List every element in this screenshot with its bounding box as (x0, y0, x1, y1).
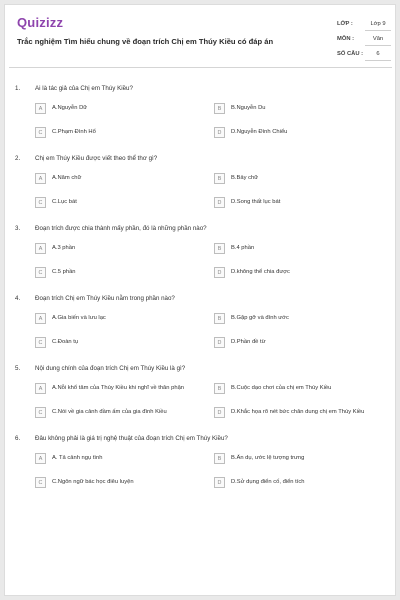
answer-option-c[interactable] (35, 197, 210, 209)
option-text: C.Lục bát (52, 199, 77, 205)
question-number: 1. (15, 85, 21, 92)
option-letter-badge: A (35, 383, 46, 394)
answer-option-b[interactable] (214, 383, 389, 395)
option-text: D.Khắc họa rõ nét bức chân dung chị em Thúy Kiều (231, 409, 365, 415)
meta-label: SỐ CÂU : (337, 51, 364, 57)
meta-value: Văn (365, 34, 391, 46)
option-text: C.Đoàn tụ (52, 339, 79, 345)
option-text: A.Nguyễn Dữ (52, 105, 88, 111)
answer-option-a[interactable] (35, 453, 210, 465)
option-text: D.không thể chia được (231, 269, 290, 275)
option-letter-badge: D (214, 197, 225, 208)
question-text: Chị em Thúy Kiều được viết theo thể thơ gì? (35, 155, 158, 162)
option-letter-badge: A (35, 453, 46, 464)
option-text: C.Phạm Đình Hổ (52, 129, 96, 135)
option-letter-badge: C (35, 127, 46, 138)
option-letter-badge: B (214, 313, 225, 324)
question-block (5, 223, 397, 293)
question-text: Đoạn trích được chia thành mấy phần, đó là những phần nào? (35, 225, 207, 232)
option-text: B.Nguyễn Du (231, 105, 266, 111)
page-title: Trắc nghiệm Tìm hiểu chung về đoạn trích Chị em Thúy Kiều có đáp án (17, 37, 274, 46)
option-text: B.Cuộc dạo chơi của chị em Thúy Kiều (231, 385, 332, 391)
question-number: 4. (15, 295, 21, 302)
meta-label: LỚP : (337, 21, 353, 27)
option-letter-badge: A (35, 173, 46, 184)
option-text: A.Năm chữ (52, 175, 82, 181)
question-text: Nội dung chính của đoạn trích Chị em Thúy Kiều là gì? (35, 365, 186, 372)
answer-option-b[interactable] (214, 313, 389, 325)
option-text: D.Sử dụng điển cố, điển tích (231, 479, 305, 485)
answer-option-c[interactable] (35, 127, 210, 139)
answer-option-b[interactable] (214, 243, 389, 255)
option-letter-badge: A (35, 313, 46, 324)
answer-option-c[interactable] (35, 337, 210, 349)
option-letter-badge: B (214, 383, 225, 394)
option-text: D.Nguyễn Đình Chiểu (231, 129, 288, 135)
option-text: A.3 phần (52, 245, 76, 251)
answer-option-b[interactable] (214, 453, 389, 465)
question-text: Đâu không phải là giá trị nghệ thuật của đoạn trích Chị em Thúy Kiều? (35, 435, 228, 442)
quizizz-logo: Quizizz (17, 15, 64, 30)
question-number: 2. (15, 155, 21, 162)
answer-option-d[interactable] (214, 337, 389, 349)
option-text: B.4 phần (231, 245, 255, 251)
answer-option-a[interactable] (35, 103, 210, 115)
answer-option-a[interactable] (35, 243, 210, 255)
question-list (5, 83, 397, 503)
answer-option-a[interactable] (35, 313, 210, 325)
option-text: A. Tả cảnh ngụ tình (52, 455, 103, 461)
option-text: C.5 phần (52, 269, 76, 275)
answer-option-c[interactable] (35, 477, 210, 489)
answer-option-a[interactable] (35, 173, 210, 185)
option-text: A.Nỗi khổ tâm của Thúy Kiều khi nghĩ về thân phận (52, 385, 185, 391)
option-letter-badge: A (35, 103, 46, 114)
answer-option-d[interactable] (214, 267, 389, 279)
option-letter-badge: C (35, 197, 46, 208)
header-divider (9, 67, 392, 68)
question-text: Đoạn trích Chị em Thúy Kiều nằm trong phần nào? (35, 295, 175, 302)
option-text: C.Nói về gia cảnh đầm ấm của gia đình Kiều (52, 409, 167, 415)
option-letter-badge: B (214, 103, 225, 114)
answer-option-d[interactable] (214, 127, 389, 139)
meta-row-subject (337, 34, 393, 49)
option-text: C.Ngôn ngữ bác học điêu luyện (52, 479, 134, 485)
answer-option-b[interactable] (214, 173, 389, 185)
option-text: D.Phần đề từ (231, 339, 266, 345)
option-text: B.Ẩn dụ, ước lệ tượng trưng (231, 455, 305, 461)
option-letter-badge: D (214, 127, 225, 138)
question-block (5, 153, 397, 223)
option-text: B.Gặp gỡ và đính ước (231, 315, 289, 321)
answer-option-b[interactable] (214, 103, 389, 115)
answer-option-d[interactable] (214, 477, 389, 489)
option-letter-badge: D (214, 407, 225, 418)
question-block (5, 363, 397, 433)
option-text: B.Bảy chữ (231, 175, 259, 181)
option-letter-badge: D (214, 267, 225, 278)
question-text: Ai là tác giả của Chị em Thúy Kiều? (35, 85, 133, 92)
question-number: 6. (15, 435, 21, 442)
option-letter-badge: B (214, 453, 225, 464)
option-letter-badge: D (214, 477, 225, 488)
option-letter-badge: C (35, 267, 46, 278)
meta-value: 6 (365, 49, 391, 61)
question-number: 5. (15, 365, 21, 372)
meta-row-class (337, 19, 393, 34)
question-number: 3. (15, 225, 21, 232)
option-letter-badge: C (35, 407, 46, 418)
answer-option-a[interactable] (35, 383, 210, 395)
option-text: D.Song thất lục bát (231, 199, 281, 205)
question-block (5, 83, 397, 153)
answer-option-c[interactable] (35, 267, 210, 279)
option-letter-badge: B (214, 173, 225, 184)
option-letter-badge: C (35, 477, 46, 488)
worksheet-meta (337, 19, 393, 64)
answer-option-c[interactable] (35, 407, 210, 419)
option-letter-badge: B (214, 243, 225, 254)
meta-row-question-count (337, 49, 393, 64)
answer-option-d[interactable] (214, 197, 389, 209)
question-block (5, 433, 397, 503)
worksheet-page (4, 4, 396, 596)
option-letter-badge: C (35, 337, 46, 348)
meta-label: MÔN : (337, 36, 355, 42)
meta-value: Lớp 9 (365, 19, 391, 31)
answer-option-d[interactable] (214, 407, 389, 419)
option-text: A.Gia biến và lưu lạc (52, 315, 106, 321)
option-letter-badge: D (214, 337, 225, 348)
option-letter-badge: A (35, 243, 46, 254)
question-block (5, 293, 397, 363)
